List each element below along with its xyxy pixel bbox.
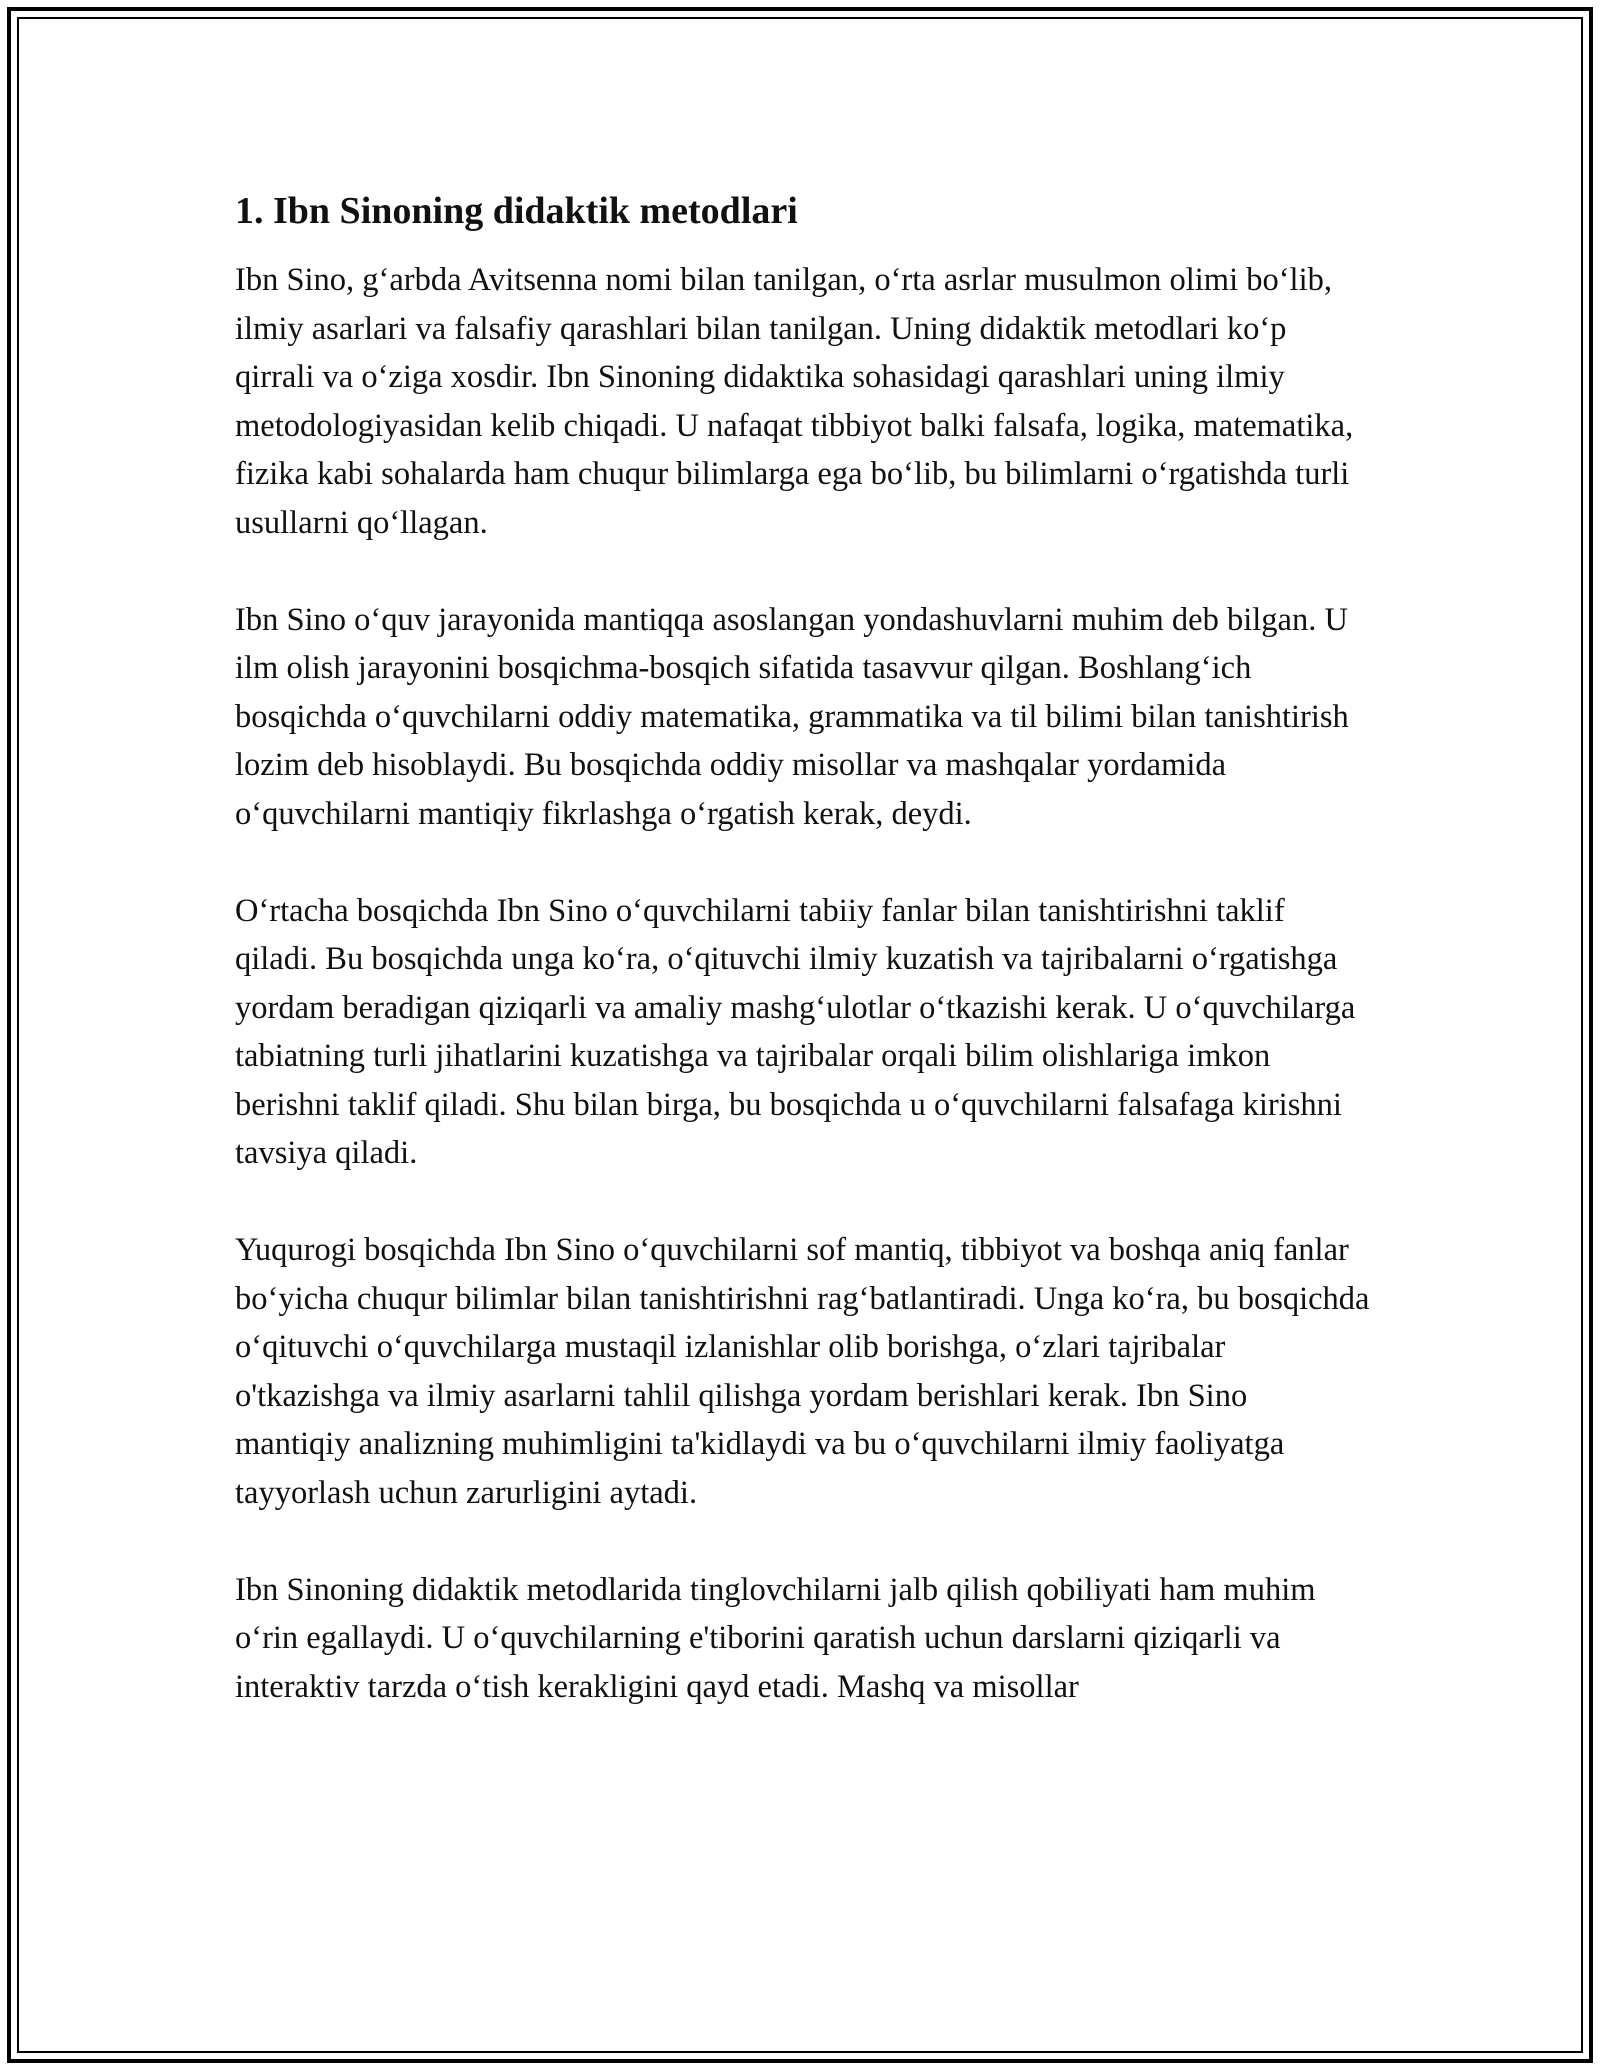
paragraph-1: Ibn Sino, g‘arbda Avitsenna nomi bilan tanilgan, o‘rta asrlar musulmon olimi bo‘lib, ilmiy asarlari va falsafiy qarashlari bilan tanilgan. Uning didaktik metodlari ko‘p qirrali va o‘ziga xosdir. Ibn Sinoning didaktika sohasidagi qarashlari uning ilmiy metodologiyasidan kelib chiqadi. U nafaqat tibbiyot balki falsafa, logika, matematika, fizika kabi sohalarda ham chuqur bilimlarga ega bo‘lib, bu bilimlarni o‘rgatishda turli usullarni qo‘llagan. xyxy=(235,262,1354,541)
paragraph-2: Ibn Sino o‘quv jarayonida mantiqqa asoslangan yondashuvlarni muhim deb bilgan. U ilm olish jarayonini bosqichma-bosqich sifatida tasavvur qilgan. Boshlang‘ich bosqichda o‘quvchilarni oddiy matematika, grammatika va til bilimi bilan tanishtirish lozim deb hisoblaydi. Bu bosqichda oddiy misollar va mashqalar yordamida o‘quvchilarni mantiqiy fikrlashga o‘rgatish kerak, deydi. xyxy=(235,601,1349,832)
document-body xyxy=(235,186,1370,1760)
paragraph-4: Yuqurogi bosqichda Ibn Sino o‘quvchilarni sof mantiq, tibbiyot va boshqa aniq fanlar bo‘yicha chuqur bilimlar bilan tanishtirishni rag‘batlantiradi. Unga ko‘ra, bu bosqichda o‘qituvchi o‘quvchilarga mustaqil izlanishlar olib borishga, o‘zlari tajribalar o'tkazishga va ilmiy asarlarni tahlil qilishga yordam berishlari kerak. Ibn Sino mantiqiy analizning muhimligini ta'kidlaydi va bu o‘quvchilarni ilmiy faoliyatga tayyorlash uchun zarurligini aytadi. xyxy=(235,1232,1370,1511)
section-heading: 1. Ibn Sinoning didaktik metodlari xyxy=(235,190,798,232)
paragraph-5: Ibn Sinoning didaktik metodlarida tinglovchilarni jalb qilish qobiliyati ham muhim o‘rin egallaydi. U o‘quvchilarning e'tiborini qaratish uchun darslarni qiziqarli va interaktiv tarzda o‘tish kerakligini qayd etadi. Mashq va misollar xyxy=(235,1571,1316,1705)
paragraph-3: O‘rtacha bosqichda Ibn Sino o‘quvchilarni tabiiy fanlar bilan tanishtirishni taklif qiladi. Bu bosqichda unga ko‘ra, o‘qituvchi ilmiy kuzatish va tajribalarni o‘rgatishga yordam beradigan qiziqarli va amaliy mashg‘ulotlar o‘tkazishi kerak. U o‘quvchilarga tabiatning turli jihatlarini kuzatishga va tajribalar orqali bilim olishlariga imkon berishni taklif qiladi. Shu bilan birga, bu bosqichda u o‘quvchilarni falsafaga kirishni tavsiya qiladi. xyxy=(235,892,1356,1171)
